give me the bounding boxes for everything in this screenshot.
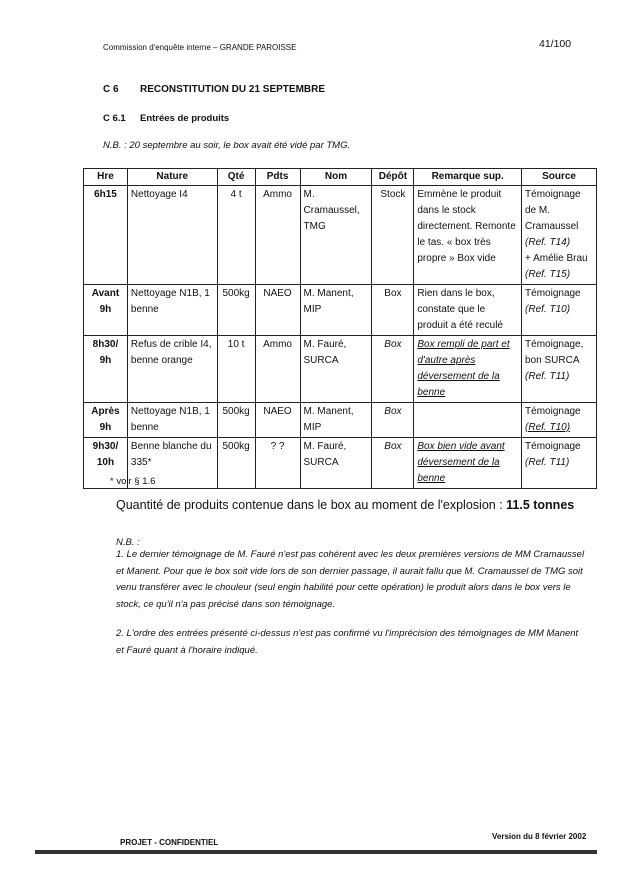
cell-qte: 4 t	[217, 186, 255, 285]
footer-rule	[35, 850, 597, 854]
source-text: Témoignage, bon SURCA	[525, 339, 584, 366]
header-title: Commission d'enquête interne – GRANDE PAROISSE	[103, 43, 297, 52]
table-row	[84, 438, 597, 489]
nb-label: N.B. :	[116, 537, 140, 548]
cell-nom: M. Manent, MIP	[300, 285, 372, 336]
cell-nature: Nettoyage N1B, 1 benne	[127, 285, 217, 336]
cell-pdts: Ammo	[255, 186, 300, 285]
cell-qte: 500kg	[217, 403, 255, 438]
cell-nature: Refus de crible I4, benne orange	[127, 336, 217, 403]
cell-nature: Nettoyage I4	[127, 186, 217, 285]
note-paragraph-2: 2. L'ordre des entrées présenté ci-dessus n'est pas confirmé vu l'imprécision des témoignages de MM Manent et Fauré quant à l'horaire indiqué.	[116, 628, 579, 656]
cell-qte: 10 t	[217, 336, 255, 403]
cell-remarque: Box rempli de part et d'autre après déversement de la benne	[414, 336, 522, 403]
cell-source	[522, 186, 597, 285]
source-ref: (Ref. T11)	[525, 457, 570, 468]
table-footnote: * voir § 1.6	[110, 476, 156, 487]
footer-version: Version du 8 février 2002	[492, 832, 587, 841]
cell-qte: 500kg	[217, 285, 255, 336]
col-header: Pdts	[255, 169, 300, 186]
cell-depot: Box	[372, 285, 414, 336]
cell-nom: M. Manent, MIP	[300, 403, 372, 438]
col-header: Hre	[84, 169, 128, 186]
note-top: N.B. : 20 septembre au soir, le box avait été vidé par TMG.	[103, 140, 351, 151]
quantity-summary	[116, 498, 574, 512]
cell-depot: Box	[372, 438, 414, 489]
cell-nom: M. Fauré, SURCA	[300, 336, 372, 403]
cell-nature: Nettoyage N1B, 1 benne	[127, 403, 217, 438]
cell-source	[522, 438, 597, 489]
source-ref: (Ref. T14)	[525, 237, 571, 248]
quantity-text: Quantité de produits contenue dans le box au moment de l'explosion :	[116, 498, 507, 512]
cell-source	[522, 285, 597, 336]
cell-remarque: Box bien vide avant déversement de la benne	[414, 438, 522, 489]
cell-pdts: NAEO	[255, 403, 300, 438]
footer-confidential: PROJET - CONFIDENTIEL	[120, 838, 219, 847]
cell-pdts: Ammo	[255, 336, 300, 403]
quantity-value: 11.5 tonnes	[506, 498, 575, 512]
source-text: + Amélie Brau	[525, 253, 588, 264]
subsection-number: C 6.1	[103, 113, 126, 124]
table-row	[84, 285, 597, 336]
section-title: RECONSTITUTION DU 21 SEPTEMBRE	[140, 84, 326, 95]
source-text: Témoignage	[525, 406, 581, 417]
cell-hre: Avant 9h	[84, 285, 128, 336]
col-header: Dépôt	[372, 169, 414, 186]
cell-nom: M. Cramaussel, TMG	[300, 186, 372, 285]
cell-remarque: Emmène le produit dans le stock directement. Remonte le tas. « box très propre » Box vide	[414, 186, 522, 285]
source-text: Témoignage de M. Cramaussel	[525, 189, 581, 232]
cell-nature: Benne blanche du 335*	[127, 438, 217, 489]
source-ref: (Ref. T10)	[525, 304, 571, 315]
cell-depot: Stock	[372, 186, 414, 285]
source-ref: (Ref. T10)	[525, 422, 571, 433]
cell-hre: 9h30/ 10h	[84, 438, 128, 489]
col-header: Remarque sup.	[414, 169, 522, 186]
subsection-title: Entrées de produits	[140, 113, 230, 124]
cell-depot: Box	[372, 336, 414, 403]
table-row	[84, 336, 597, 403]
note-paragraph-1: 1. Le dernier témoignage de M. Fauré n'est pas cohérent avec les deux premières versions de MM Cramaussel et Manent. Pour que le box soit vide lors de son dernier passage, il aurait fallu que M. Cramaussel de TMG soit venu transférer avec le chouleur (seul engin habilité pour cette opération) le produit alors dans le box vers le stock, ce qu'il n'a pas précisé dans son témoignage.	[116, 549, 585, 610]
source-ref: (Ref. T15)	[525, 269, 571, 280]
cell-hre: 6h15	[84, 186, 128, 285]
cell-nom: M. Fauré, SURCA	[300, 438, 372, 489]
cell-remarque	[414, 403, 522, 438]
source-text: Témoignage	[525, 288, 581, 299]
cell-source	[522, 403, 597, 438]
table-header-row	[84, 169, 597, 186]
cell-pdts: NAEO	[255, 285, 300, 336]
cell-hre: Après 9h	[84, 403, 128, 438]
cell-qte: 500kg	[217, 438, 255, 489]
cell-hre: 8h30/ 9h	[84, 336, 128, 403]
entries-table	[83, 168, 597, 489]
page-number: 41/100	[539, 38, 572, 50]
subsection-heading	[103, 113, 229, 124]
cell-pdts: ? ?	[255, 438, 300, 489]
source-text: Témoignage	[525, 441, 581, 452]
cell-remarque: Rien dans le box, constate que le produit a été reculé	[414, 285, 522, 336]
section-heading	[103, 84, 325, 95]
section-number: C 6	[103, 84, 119, 95]
cell-source	[522, 336, 597, 403]
source-ref: (Ref. T11)	[525, 371, 570, 382]
col-header: Nom	[300, 169, 372, 186]
table-row	[84, 186, 597, 285]
table-row	[84, 403, 597, 438]
col-header: Nature	[127, 169, 217, 186]
cell-depot: Box	[372, 403, 414, 438]
col-header: Source	[522, 169, 597, 186]
col-header: Qté	[217, 169, 255, 186]
